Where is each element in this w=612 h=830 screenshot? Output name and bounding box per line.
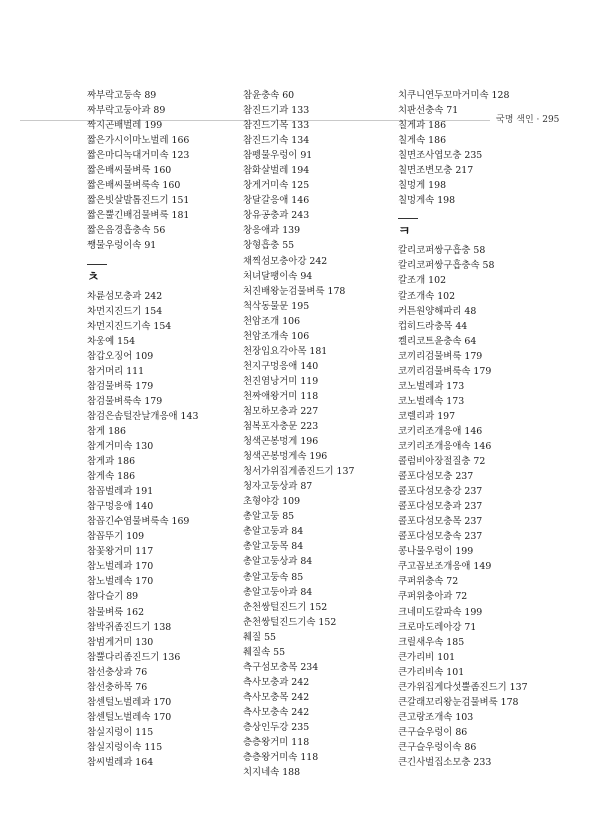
index-entry: 천암조개속 106: [243, 330, 310, 342]
index-entry: 치판선충속 71: [398, 105, 459, 117]
index-entry: 천지구멍응애 140: [243, 360, 319, 372]
index-entry: 창형흡충 55: [243, 240, 295, 252]
index-entry: 칼조개속 102: [398, 290, 456, 302]
index-entry: 크네미도칼파속 199: [398, 606, 483, 618]
index-entry: 참뿔다리좀진드기 136: [87, 651, 181, 663]
index-entry: 칠멍게속 198: [398, 195, 456, 207]
index-column-2: [243, 88, 415, 780]
index-entry: 층층왕거미속 118: [243, 752, 319, 764]
index-entry: 참씨벌레과 164: [87, 756, 154, 768]
index-entry: 췌질속 55: [243, 646, 286, 658]
index-entry: 큰긴사벌집소모충 233: [398, 756, 492, 768]
index-entry: 짧은음경흡충속 56: [87, 225, 166, 237]
index-entry: 참꼽긴수염물벼룩속 169: [87, 516, 190, 528]
index-entry: 춘천쌍털진드기 152: [243, 601, 328, 613]
index-entry: 층층왕거미 118: [243, 737, 310, 749]
index-entry: 총알고둥아과 84: [243, 586, 313, 598]
index-entry: 큰가리비 101: [398, 651, 456, 663]
section-divider: [398, 218, 418, 219]
index-entry: 참선충하목 76: [87, 681, 148, 693]
index-entry: 참꽃왕거미 117: [87, 546, 154, 558]
index-entry: 측사모충속 242: [243, 706, 310, 718]
index-entry: 참펭물우렁이 91: [243, 150, 313, 162]
index-entry: 창응애과 139: [243, 225, 301, 237]
index-entry: 참센털노벌레과 170: [87, 696, 172, 708]
index-entry: 치지네속 188: [243, 767, 301, 779]
index-entry: 칠면조사엽모충 235: [398, 150, 483, 162]
index-entry: 컵히드라충목 44: [398, 320, 468, 332]
index-entry: 총알고둥 85: [243, 511, 295, 523]
index-entry: 큰구슬우렁이 86: [398, 726, 468, 738]
index-entry: 참게과 186: [87, 456, 136, 468]
index-entry: 참진드기과 133: [243, 105, 310, 117]
index-entry: 참실지렁이 115: [87, 726, 154, 738]
index-entry: 춘천쌍털진드기속 152: [243, 616, 337, 628]
index-entry: 청자고둥상과 87: [243, 481, 313, 493]
index-entry: 치쿠니연두꼬마거미속 128: [398, 90, 510, 101]
index-entry: 참노벌레속 170: [87, 576, 154, 588]
index-entry: 첨복포자충문 223: [243, 421, 319, 433]
index-entry: 참검물벼룩 179: [87, 380, 154, 392]
index-entry: 쨍물우렁이속 91: [87, 240, 157, 252]
index-entry: 짧은가시이마노벌레 166: [87, 135, 190, 147]
index-entry: 켈리코트윤충속 64: [398, 335, 477, 347]
section-letter: ㅋ: [398, 224, 411, 240]
index-entry: 창유공충과 243: [243, 210, 310, 222]
index-entry: 창게거미속 125: [243, 180, 310, 192]
index-entry: 차륜섬모충과 242: [87, 290, 163, 302]
index-entry: 차웅예 154: [87, 335, 136, 347]
index-entry: 층상인두강 235: [243, 721, 310, 733]
index-entry: 청색곤봉멍게속 196: [243, 451, 328, 463]
index-entry: 차먼지진드기속 154: [87, 320, 172, 332]
index-entry: 참게속 186: [87, 471, 136, 483]
index-entry: 칼리코퍼쌍구흡충 58: [398, 245, 486, 257]
index-entry: 쿠고꼽보조개응애 149: [398, 561, 492, 573]
index-entry: 칼리코퍼쌍구흡충속 58: [398, 260, 495, 272]
index-entry: 코노벌레속 173: [398, 395, 465, 407]
index-column-1: [87, 88, 259, 770]
index-entry: 콜포다섬모충 237: [398, 471, 474, 483]
index-entry: 참노벌레과 170: [87, 561, 154, 573]
index-entry: 초형야강 109: [243, 496, 301, 508]
index-entry: 참다슬기 89: [87, 591, 139, 603]
index-entry: 참범게거미 130: [87, 636, 154, 648]
index-entry: 천장입요각아목 181: [243, 345, 328, 357]
index-entry: 짝지곤배벌레 199: [87, 120, 163, 132]
index-entry: 천짜애왕거미 118: [243, 390, 319, 402]
index-entry: 참진드기속 134: [243, 135, 310, 147]
index-entry: 짜부락고둥아과 89: [87, 105, 166, 117]
index-entry: 칠게과 186: [398, 120, 447, 132]
index-entry: 콩나물우렁이 199: [398, 546, 474, 558]
index-entry: 콜포다섬모충강 237: [398, 486, 483, 498]
index-entry: 코끼리검물벼룩속 179: [398, 365, 492, 377]
index-entry: 짜부락고둥속 89: [87, 90, 157, 101]
index-entry: 코렐리과 197: [398, 410, 456, 422]
index-entry: 콜포다섬모충과 237: [398, 501, 483, 513]
index-entry: 큰가위집게다섯뿔좀진드기 137: [398, 681, 528, 693]
index-entry: 처녀달팽이속 94: [243, 270, 313, 282]
index-entry: 천암조개 106: [243, 315, 301, 327]
index-entry: 참게 186: [87, 425, 126, 437]
index-entry: 측구섬모충목 234: [243, 661, 319, 673]
index-entry: 짧은마디녹대거미속 123: [87, 150, 190, 162]
index-entry: 처진배왕눈검물벼룩 178: [243, 285, 346, 297]
index-entry: 참윤충속 60: [243, 90, 295, 101]
index-entry: 코노벌레과 173: [398, 380, 465, 392]
index-entry: 콜럼비아장절질충 72: [398, 456, 486, 468]
index-entry: 참선충상과 76: [87, 666, 148, 678]
index-entry: 짧은빗살발톱진드기 151: [87, 195, 190, 207]
index-entry: 청색곤봉멍게 196: [243, 436, 319, 448]
index-entry: 커튼원양해파리 48: [398, 305, 477, 317]
index-entry: 총알고둥속 85: [243, 571, 304, 583]
index-entry: 참박쥐좀진드기 138: [87, 621, 172, 633]
index-entry: 참게거미속 130: [87, 440, 154, 452]
index-entry: 참구멍응애 140: [87, 501, 154, 513]
index-entry: 창달갈응애 146: [243, 195, 310, 207]
index-entry: 참꼽벌레과 191: [87, 486, 154, 498]
index-entry: 참검물벼룩속 179: [87, 395, 163, 407]
index-entry: 총알고둥목 84: [243, 541, 304, 553]
index-entry: 코키리조개응애 146: [398, 425, 483, 437]
index-entry: 참진드기목 133: [243, 120, 310, 132]
index-entry: 칠게속 186: [398, 135, 447, 147]
index-entry: 총알고둥상과 84: [243, 556, 313, 568]
index-entry: 콜포다섬모충목 237: [398, 516, 483, 528]
index-entry: 코키리조개응애속 146: [398, 440, 492, 452]
index-entry: 차먼지진드기 154: [87, 305, 163, 317]
index-entry: 쿠퍼위충아과 72: [398, 591, 468, 603]
index-entry: 짧은뿔긴배검물벼룩 181: [87, 210, 190, 222]
index-entry: 칼조개 102: [398, 275, 447, 287]
index-entry: 쿠퍼위충속 72: [398, 576, 459, 588]
index-entry: 큰구슬우렁이속 86: [398, 741, 477, 753]
index-entry: 청서가위집게좀진드기 137: [243, 466, 355, 478]
index-entry: 참꼽뚜기 109: [87, 531, 145, 543]
index-entry: 천진염낭거미 119: [243, 375, 319, 387]
index-entry: 참검은솜털잔날개응애 143: [87, 410, 199, 422]
index-entry: 크로마도레아강 71: [398, 621, 477, 633]
index-entry: 첨모하모충과 227: [243, 405, 319, 417]
index-entry: 췌질 55: [243, 631, 277, 643]
index-entry: 참화살벌레 194: [243, 165, 310, 177]
section-letter: ㅊ: [87, 269, 100, 285]
index-entry: 참갑오징어 109: [87, 350, 154, 362]
index-entry: 짧은배씨물벼룩 160: [87, 165, 172, 177]
index-entry: 참실지렁이속 115: [87, 741, 163, 753]
index-entry: 채찍섬모충아강 242: [243, 255, 328, 267]
index-entry: 큰갈래꼬리왕눈검물벼룩 178: [398, 696, 519, 708]
index-entry: 짧은배씨물벼룩속 160: [87, 180, 181, 192]
index-entry: 참물벼룩 162: [87, 606, 145, 618]
index-entry: 칠면조변모충 217: [398, 165, 474, 177]
index-entry: 큰가리비속 101: [398, 666, 465, 678]
index-column-3: [398, 88, 570, 770]
index-entry: 칠멍게 198: [398, 180, 447, 192]
index-entry: 크릴새우속 185: [398, 636, 465, 648]
section-divider: [87, 264, 107, 265]
index-entry: 큰고랑조개속 103: [398, 711, 474, 723]
index-entry: 코끼리검물벼룩 179: [398, 350, 483, 362]
index-entry: 콜포다섬모충속 237: [398, 531, 483, 543]
index-entry: 척삭동물문 195: [243, 300, 310, 312]
index-entry: 측사모충목 242: [243, 691, 310, 703]
index-entry: 참거머리 111: [87, 365, 145, 377]
index-entry: 측사모충과 242: [243, 676, 310, 688]
index-entry: 총알고둥과 84: [243, 526, 304, 538]
running-head: 국명 색인 · 295: [496, 115, 560, 125]
index-entry: 참센털노벌레속 170: [87, 711, 172, 723]
